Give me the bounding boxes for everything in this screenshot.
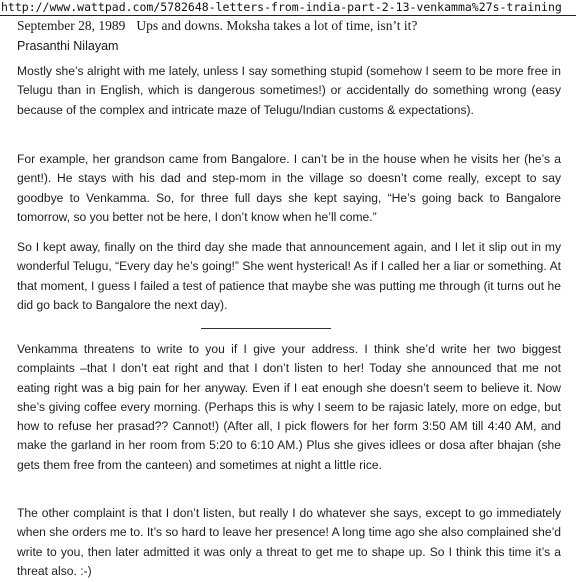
section-divider [201,328,331,329]
letter-subject: Ups and downs. Moksha takes a lot of time, isn’t it? [136,18,418,33]
paragraph-3: So I kept away, finally on the third day she made that announcement again, and I let it slip out in my wonderful Telugu, “Every day he’s going!” She went hysterical! As if I called her a liar or something. At that moment, I guess I failed a test of patience that maybe she was putting me through (it turns out he did go back to Bangalore the next day). [17,240,561,312]
paragraph-1: Mostly she’s alright with me lately, unless I say something stupid (somehow I seem to be more free in Telugu than in English, which is dangerous sometimes!) or accidentally do something wrong (easy because of the complex and intricate maze of Telugu/Indian customs & expectations). [17,64,561,117]
url-divider [0,15,576,16]
paragraph-2: For example, her grandson came from Bangalore. I can’t be in the house when he visits her (he’s a gent!). He stays with his dad and step-mom in the village so doesn’t come really, except to say goodbye to Venkamma. So, for three full days she kept saying, “He’s going back to Bangalore tomorrow, so you better not be here, I don’t know when he’ll come.” [17,152,561,224]
page-url: http://www.wattpad.com/5782648-letters-from-india-part-2-13-venkamma%27s-training [1,0,562,14]
letter-location: Prasanthi Nilayam [17,39,119,53]
letter-header [17,18,417,34]
paragraph-4: Venkamma threatens to write to you if I give your address. I think she’d write her two biggest complaints –that I don’t eat right and that I don’t listen to her! Today she announced that me not eating right was a big pain for her anyway. Even if I eat enough she doesn’t seem to believe it. Now she’s giving coffee every morning. (Perhaps this is why I seem to be rajasic lately, more on edge, but how to refuse her prasad?? Cannot!) (After all, I pick flowers for her form 3:50 AM till 4:40 AM, and make the garland in her room from 5:20 to 6:10 AM.) Plus she gives idlees or dosa after bhajan (she gets them free from the canteen) and sometimes at night a little rice. [17,342,561,472]
letter-date: September 28, 1989 [17,18,126,33]
paragraph-5: The other complaint is that I don’t listen, but really I do whatever she says, except to go immediately when she orders me to. It’s so hard to leave her presence! A long time ago she also complained she’d write to you, then later admitted it was only a threat to get me to shape up. So I think this time it’s a threat also. :-) [17,506,561,578]
